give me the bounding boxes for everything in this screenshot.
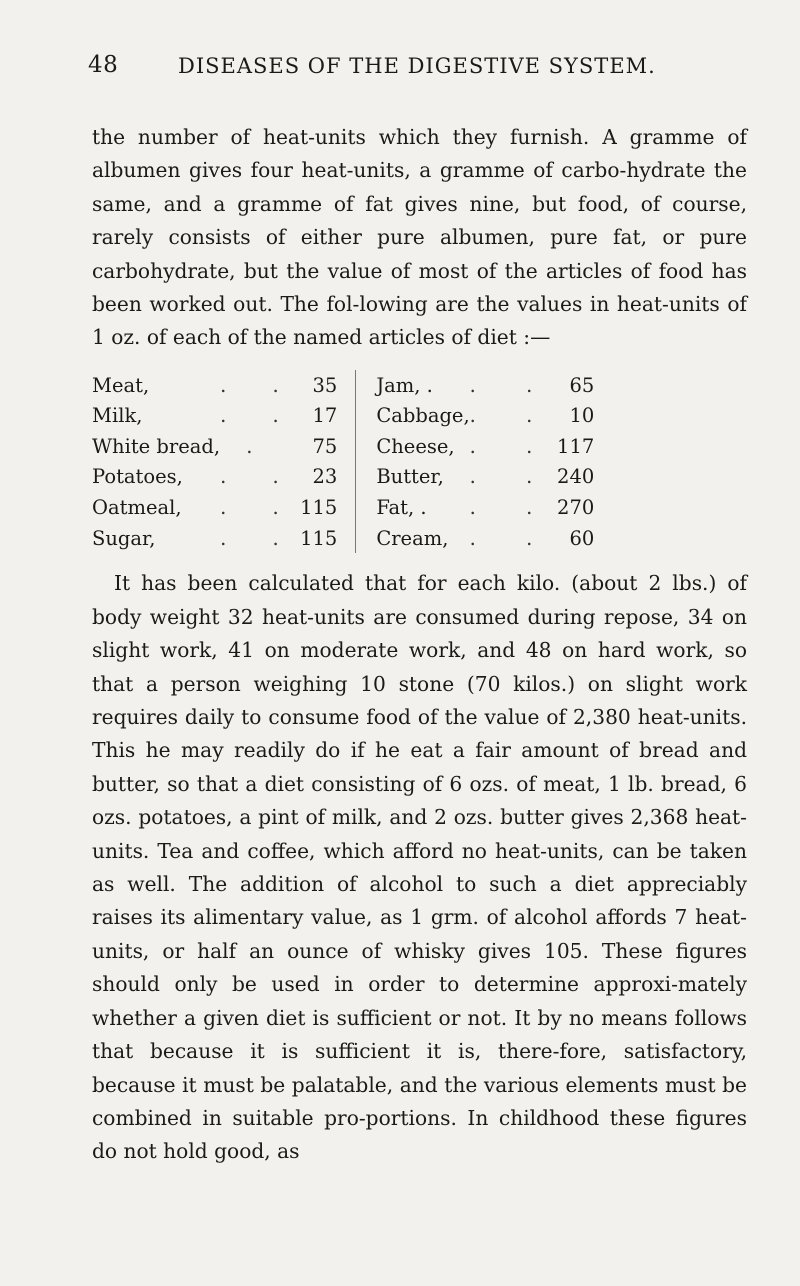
food-name: Jam, . (376, 373, 433, 397)
food-name: Cheese, (376, 434, 455, 458)
food-name: Oatmeal, (92, 496, 182, 520)
food-value: 17 (312, 404, 338, 428)
leader-dots: . . (220, 465, 299, 489)
food-name: Meat, (92, 373, 150, 397)
book-page (88, 52, 747, 1169)
food-value: 117 (557, 434, 595, 458)
food-name: Milk, (92, 404, 143, 428)
leader-dots: . . (469, 373, 555, 397)
leader-dots: . (220, 434, 273, 458)
table-row (92, 431, 594, 462)
leader-dots: . . (469, 434, 555, 458)
food-name: Cabbage, (376, 404, 470, 428)
food-name: Sugar, (92, 526, 156, 550)
food-value: 35 (312, 373, 338, 397)
page-number: 48 (88, 52, 119, 78)
leader-dots: . . (469, 465, 555, 489)
food-name: Butter, (376, 465, 444, 489)
food-value: 270 (557, 496, 595, 520)
table-row (92, 462, 594, 493)
leader-dots: . . (469, 404, 555, 428)
leader-dots: . . (220, 404, 299, 428)
food-name: Potatoes, (92, 465, 183, 489)
food-value: 240 (557, 465, 595, 489)
food-name: Fat, . (376, 496, 427, 520)
leader-dots: . . (469, 496, 555, 520)
table-row (92, 370, 594, 401)
food-value: 115 (300, 496, 338, 520)
paragraph-intro: the number of heat-units which they furnish. A gramme of albumen gives four heat-units, a gramme of carbo-hydrate the same, and a gramme of fat gives nine, but food, of course, rarely consists of either pure albumen, pure fat, or pure carbohydrate, but the value of most of the articles of food has been worked out. The fol-lowing are the values in heat-units of 1 oz. of each of the named articles of diet :— (92, 125, 747, 350)
food-value: 115 (300, 526, 338, 550)
food-value: 75 (312, 434, 338, 458)
leader-dots: . . (469, 526, 555, 550)
heat-units-table (92, 370, 594, 554)
leader-dots: . . (220, 526, 299, 550)
running-title: DISEASES OF THE DIGESTIVE SYSTEM. (178, 54, 656, 78)
leader-dots: . . (220, 373, 299, 397)
paragraph-body (92, 567, 747, 1168)
food-name: Cream, (376, 526, 449, 550)
table-row (92, 492, 594, 523)
food-value: 65 (569, 373, 595, 397)
food-value: 10 (569, 404, 595, 428)
paragraph-body-text: It has been calculated that for each kilo. (about 2 lbs.) of body weight 32 heat-units are consumed during repose, 34 on slight work, 41 on moderate work, and 48 on hard work, so that a person weighing 10 stone (70 kilos.) on slight work requires daily to consume food of the value of 2,380 heat-units. This he may readily do if he eat a fair amount of bread and butter, so that a diet consisting of 6 ozs. of meat, 1 lb. bread, 6 ozs. potatoes, a pint of milk, and 2 ozs. butter gives 2,368 heat-units. Tea and coffee, which afford no heat-units, can be taken as well. The addition of alcohol to such a diet appreciably raises its alimentary value, as 1 grm. of alcohol affords 7 heat-units, or half an ounce of whisky gives 105. These figures should only be used in order to determine approxi-mately whether a given diet is sufficient or not. It by no means follows that because it is sufficient it is, there-fore, satisfactory, because it must be palatable, and the various elements must be combined in suitable pro-portions. In childhood these figures do not hold good, as (92, 571, 747, 1164)
food-name: White bread, (92, 434, 221, 458)
food-value: 23 (312, 465, 338, 489)
table-row (92, 400, 594, 431)
table-row (92, 523, 594, 554)
food-value: 60 (569, 526, 595, 550)
leader-dots: . . (220, 496, 299, 520)
page-header (88, 52, 747, 92)
